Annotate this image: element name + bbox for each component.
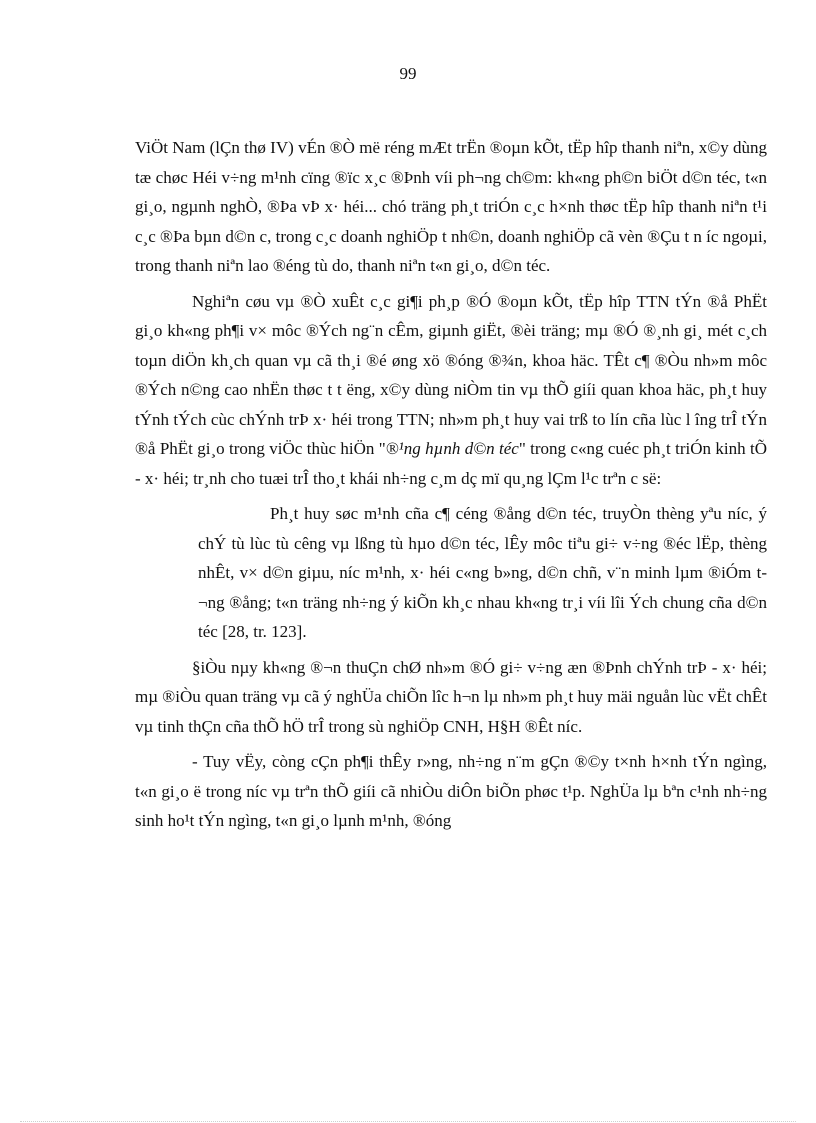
paragraph-text: Nghiªn cøu vµ ®Ò xuÊt c¸c gi¶i ph¸p ®Ó ®oµn kÕt, tËp hîp TTN tÝn ®å PhËt gi¸o kh«ng ph¶i v× môc ®Ých ng¨n cÊm, giµnh giËt, ®èi träng; mµ ®Ó ®¸nh gi¸ mét c¸ch toµn diÖn kh¸ch quan vµ cã th¸i ®é øng xö ®óng ®¾n, khoa häc. TÊt c¶ ®Òu nh»m môc ®Ých n©ng cao nhËn thøc t t ëng, x©y dùng niÒm tin vµ thÕ giíi quan khoa häc, ph¸t huy tÝnh tÝch cùc chÝnh trÞ x· héi trong TTN; nh»m ph¸t huy vai trß to lín cña lùc l îng trÎ tÝn ®å PhËt gi¸o trong viÖc thùc hiÖn " [135,291,767,458]
paragraph: §iÒu nµy kh«ng ®¬n thuÇn chØ nh»m ®Ó gi÷ v÷ng æn ®Þnh chÝnh trÞ - x· héi; mµ ®iÒu quan träng vµ cã ý nghÜa chiÕn lîc h¬n lµ nh»m ph¸t huy mäi nguån lùc vËt chÊt vµ tinh thÇn cña thÕ hÖ trÎ trong sù nghiÖp CNH, H§H ®Êt níc. [135,657,767,736]
page-bottom-border [20,1121,796,1122]
paragraph: ViÖt Nam (lÇn thø IV) vÉn ®Ò më réng mÆt trËn ®oµn kÕt, tËp hîp thanh niªn, x©y dùng tæ chøc Héi v÷ng m¹nh cïng ®ïc x¸c ®Þnh víi ph¬ng ch©m: kh«ng ph©n biÖt d©n téc, t«n gi¸o, ngµnh nghÒ, ®Þa vÞ x· héi... chó träng ph¸t triÓn c¸c h×nh thøc tËp hîp thanh niªn t¹i c¸c ®Þa bµn d©n c, trong c¸c doanh nghiÖp t nh©n, doanh nghiÖp cã vèn ®Çu t n íc ngoµi, trong thanh niªn lao ®éng tù do, thanh niªn t«n gi¸o, d©n téc. [135,138,767,275]
paragraph: - Tuy vËy, còng cÇn ph¶i thÊy r»ng, nh÷ng n¨m gÇn ®©y t×nh h×nh tÝn ngìng, t«n gi¸o ë trong níc vµ trªn thÕ giíi cã nhiÒu diÔn biÕn phøc t¹p. NghÜa lµ bªn c¹nh nh÷ng sinh ho¹t tÝn ngìng, t«n gi¸o lµnh m¹nh, ®óng [135,752,767,830]
emphasized-phrase: ®¹ng hµnh d©n téc [385,439,519,458]
paragraph-text: " trong c«ng cuéc ph¸t triÓn kinh tÕ - x· héi; tr¸nh cho tuæi trÎ tho¸t khái nh÷ng c¸m dç mï qu¸ng lÇm l¹c trªn c së: [135,439,767,488]
document-body [135,133,767,836]
page-number: 99 [399,64,417,83]
paragraph [135,287,767,494]
block-quote: Ph¸t huy søc m¹nh cña c¶ céng ®ång d©n téc, truyÒn thèng yªu níc, ý chÝ tù lùc tù cêng vµ lßng tù hµo d©n téc, lÊy môc tiªu gi÷ v÷ng ®éc lËp, thèng nhÊt, v× d©n giµu, níc m¹nh, x· héi c«ng b»ng, d©n chñ, v¨n minh lµm ®iÓm t¬ng ®ång; t«n träng nh÷ng ý kiÕn kh¸c nhau kh«ng tr¸i víi lîi Ých chung cña d©n téc [28, tr. 123]. [198,504,767,641]
